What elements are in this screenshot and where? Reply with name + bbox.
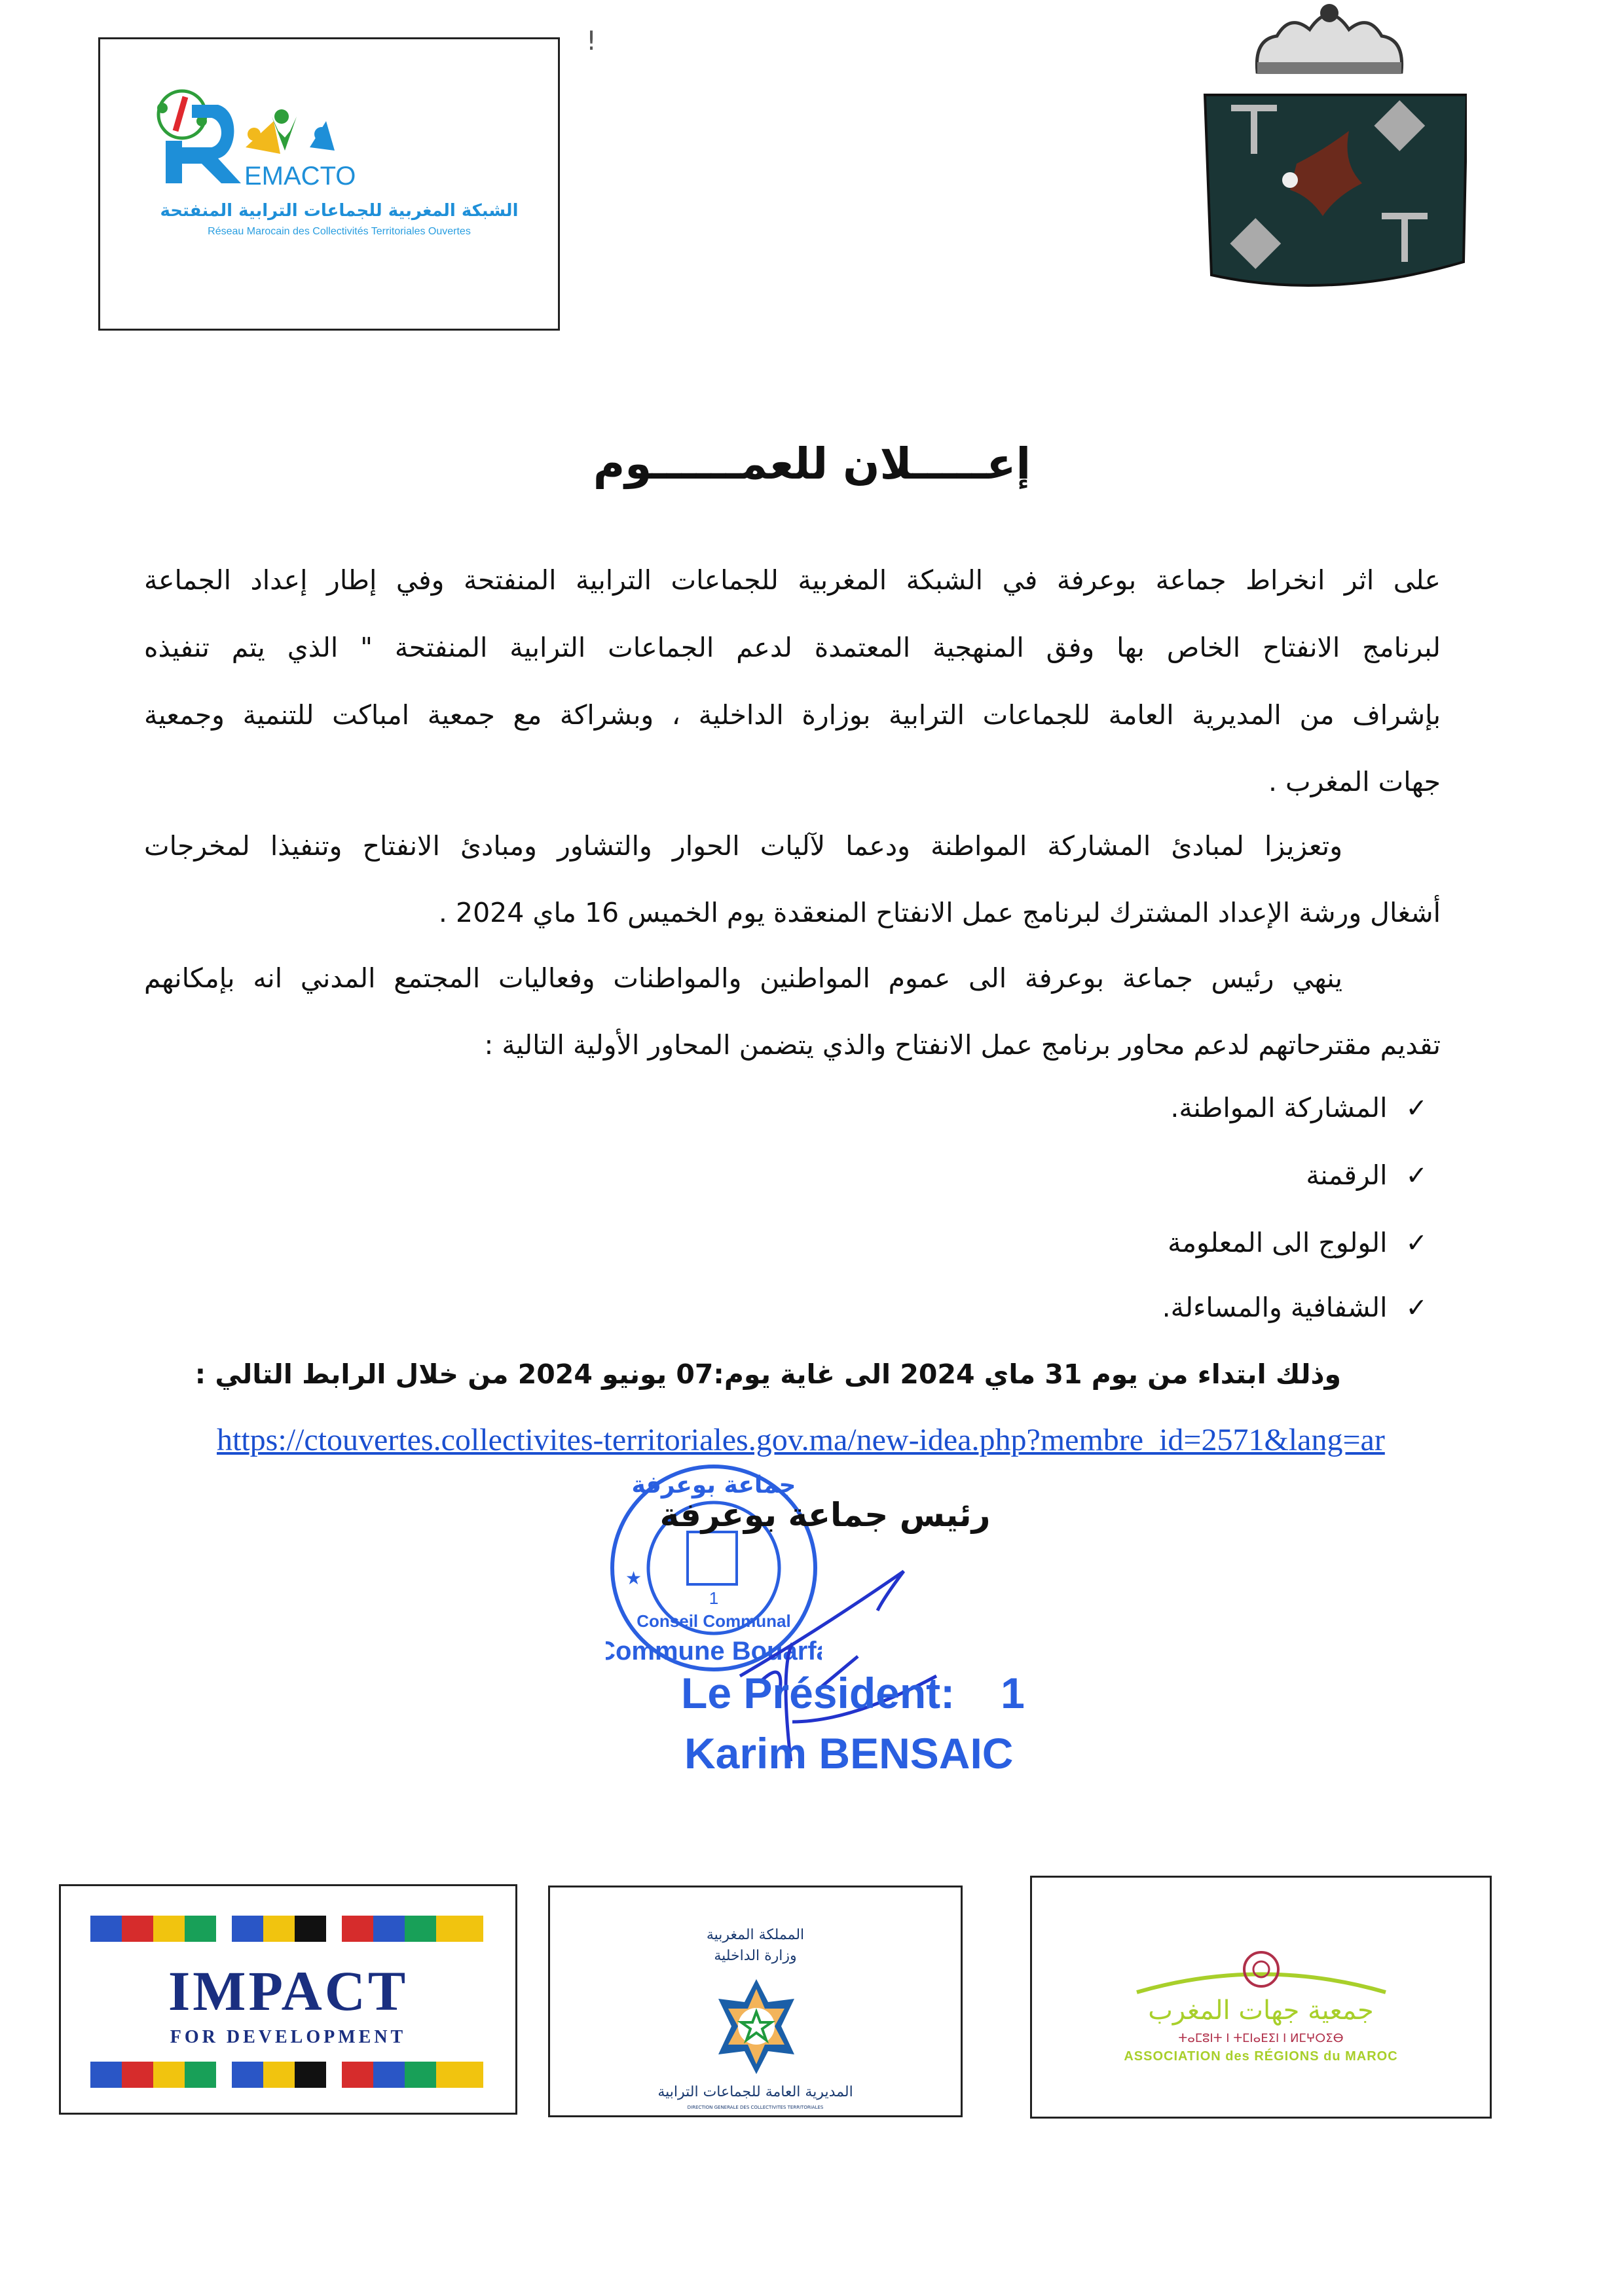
check-icon: ✓ [1405, 1228, 1428, 1258]
regions-logo-box [1030, 1876, 1492, 2119]
body-line: جهات المغرب . [1268, 766, 1441, 797]
ministry-line2: وزارة الداخلية [714, 1948, 797, 1964]
president-label: Le Président: 1 [681, 1669, 1025, 1717]
ministry-star-emblem [716, 1979, 798, 2074]
ministry-logo-box [548, 1886, 963, 2117]
svg-text:1: 1 [709, 1588, 719, 1608]
impact-title: IMPACT [168, 1959, 409, 2022]
body-line: وتعزيزا لمبادئ المشاركة المواطنة ودعما لآليات الحوار والتشاور ومبادئ الانفتاح وتنفيذا لمخرجات [144, 830, 1342, 862]
body-line: لبرنامج الانفتاح الخاص بها وفق المنهجية المعتمدة لدعم الجماعات الترابية المنفتحة " الذي يتم تنفيذه [144, 632, 1441, 663]
svg-text:Conseil Communal: Conseil Communal [637, 1611, 791, 1631]
ministry-line4: DIRECTION GENERALE DES COLLECTIVITES TERRITORIALES [687, 2105, 824, 2110]
check-icon: ✓ [1405, 1293, 1428, 1323]
checklist-text: الشفافية والمساءلة. [1162, 1292, 1388, 1323]
checklist-item [1162, 1292, 1428, 1323]
ministry-line3: المديرية العامة للجماعات الترابية [657, 2084, 853, 2100]
checklist-text: الرقمنة [1306, 1159, 1388, 1191]
regions-arabic: جمعية جهات المغرب [1148, 1995, 1374, 2026]
checklist-text: المشاركة المواطنة. [1170, 1092, 1388, 1123]
page-title: إعـــــلان للعمــــــوم [593, 439, 1031, 489]
regions-french: ASSOCIATION des RÉGIONS du MAROC [1124, 2049, 1398, 2064]
submission-link[interactable]: https://ctouvertes.collectivites-territoriales.gov.ma/new-idea.php?membre_id=2571&lang=ar [217, 1423, 1385, 1457]
remacto-arabic: الشبكة المغربية للجماعات الترابية المنفتحة [160, 201, 519, 221]
svg-text:جماعة بوعرفة: جماعة بوعرفة [631, 1472, 796, 1499]
svg-text:★: ★ [625, 1567, 642, 1589]
check-icon: ✓ [1405, 1161, 1428, 1191]
signature-title: رئيس جماعة بوعرفة [659, 1496, 991, 1534]
coat-of-arms-icon [1192, 0, 1467, 295]
checklist-item [1168, 1227, 1428, 1258]
dates-line: وذلك ابتداء من يوم 31 ماي 2024 الى غاية يوم:07 يونيو 2024 من خلال الرابط التالي : [194, 1358, 1341, 1390]
remacto-wordmark: EMACTO [244, 162, 356, 191]
ministry-line1: المملكة المغربية [706, 1927, 805, 1943]
impact-logo-box [59, 1884, 517, 2115]
remacto-french: Réseau Marocain des Collectivités Territoriales Ouvertes [208, 226, 471, 237]
handwritten-signature [688, 1525, 963, 1761]
regions-flower-emblem [1130, 1950, 1392, 1995]
svg-text:Commune Bouarfa: Commune Bouarfa [606, 1637, 822, 1666]
body-line: ينهي رئيس جماعة بوعرفة الى عموم المواطنين والمواطنات وفعاليات المجتمع المدني انه بإمكانهم [144, 962, 1342, 994]
body-line: تقديم مقترحاتهم لدعم محاور برنامج عمل الانفتاح والذي يتضمن المحاور الأولية التالية : [484, 1029, 1441, 1061]
commune-emblem [1192, 0, 1467, 295]
president-name: Karim BENSAIC [684, 1729, 1014, 1777]
body-line: بإشراف من المديرية العامة للجماعات الترابية بوزارة الداخلية ، وبشراكة مع جمعية امباكت للتنمية وجمعية [144, 699, 1441, 731]
remacto-logo [100, 39, 558, 329]
check-icon: ✓ [1405, 1093, 1428, 1123]
checklist-text: الولوج الى المعلومة [1168, 1227, 1388, 1258]
scan-mark: ! [586, 26, 597, 56]
checklist-item [1306, 1159, 1428, 1191]
checklist-item [1170, 1092, 1428, 1123]
color-stripe-top [90, 1916, 483, 1942]
body-line: أشغال ورشة الإعداد المشترك لبرنامج عمل الانفتاح المنعقدة يوم الخميس 16 ماي 2024 . [438, 897, 1441, 928]
color-stripe-bottom [90, 2062, 483, 2088]
body-line: على اثر انخراط جماعة بوعرفة في الشبكة المغربية للجماعات الترابية المنفتحة وفي إطار إعداد الجماعة [144, 564, 1441, 596]
impact-subtitle: FOR DEVELOPMENT [170, 2027, 407, 2047]
remacto-logo-box [98, 37, 560, 331]
regions-tifinagh: ⵜⴰⵎⵓⵏⵜ ⵏ ⵜⵎⵏⴰⴹⵉⵏ ⵏ ⵍⵎⵖⵔⵉⴱ [1178, 2032, 1344, 2045]
